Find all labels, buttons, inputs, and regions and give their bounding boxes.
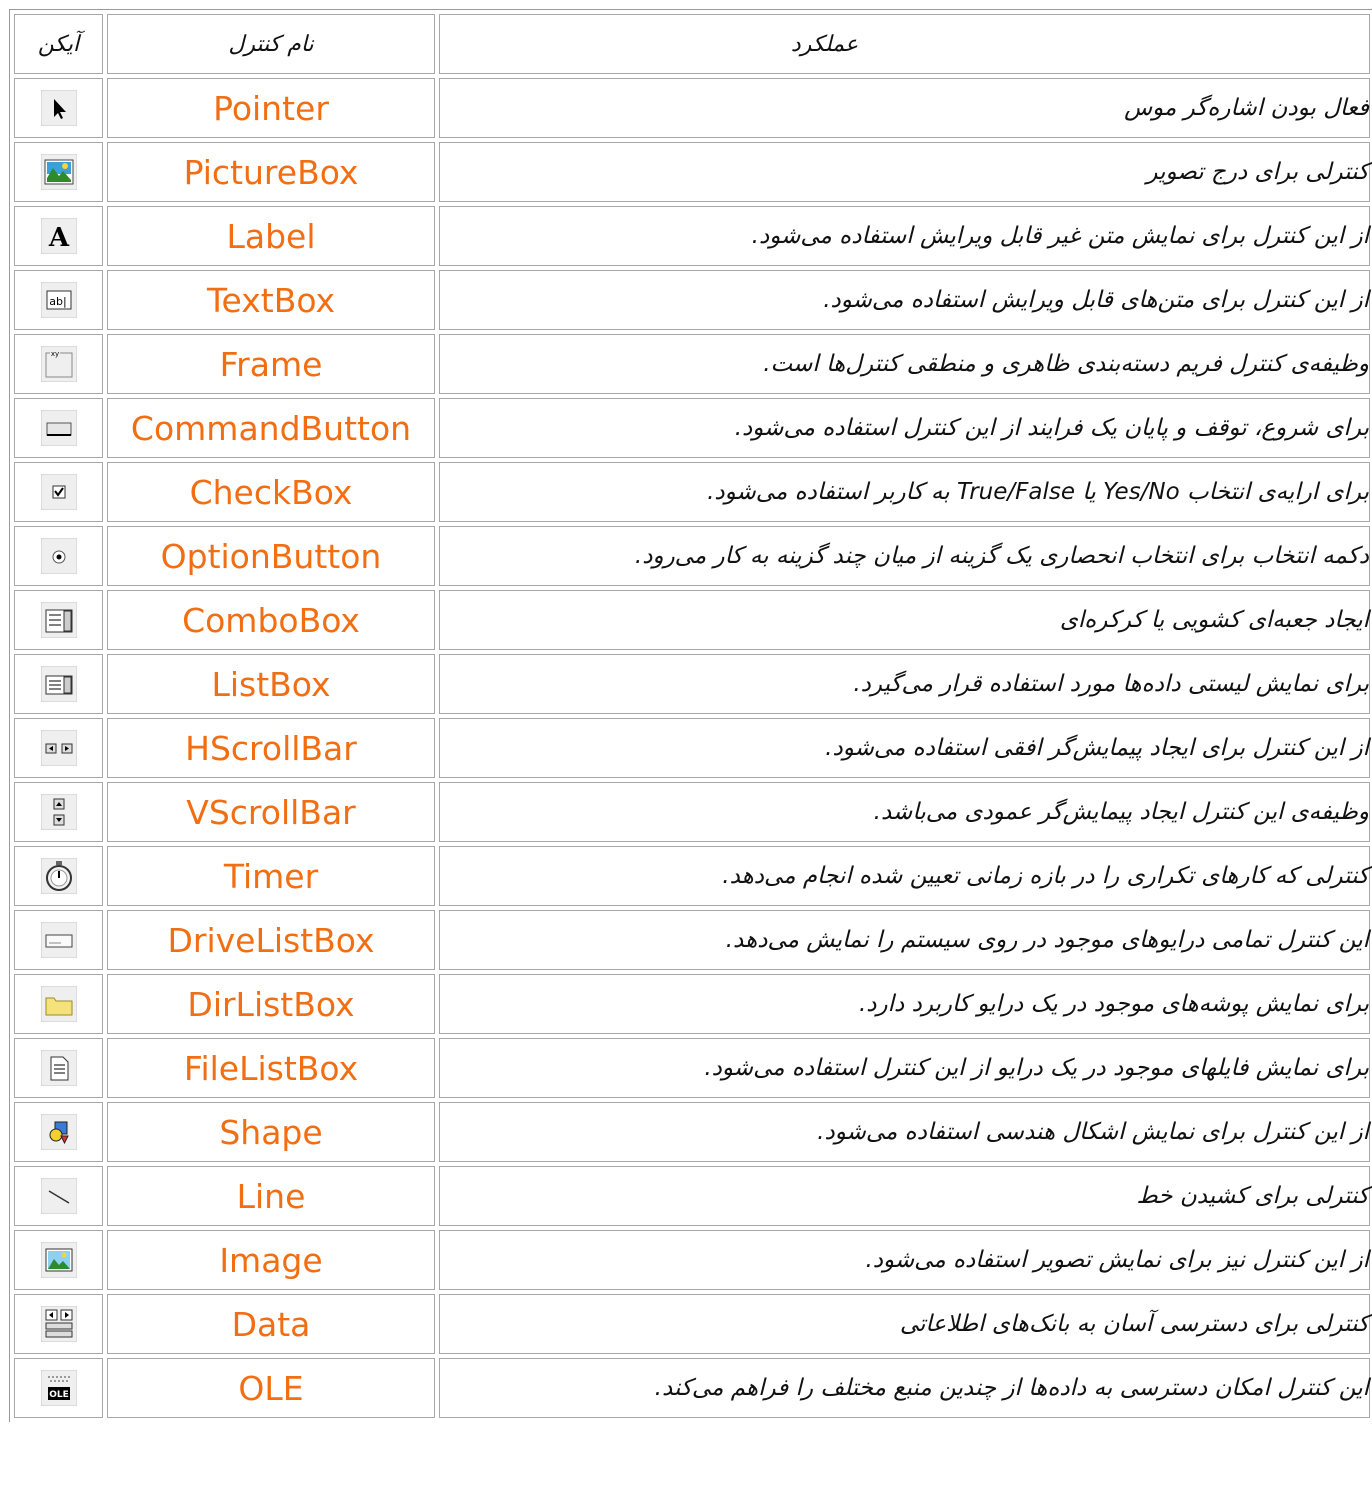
stopwatch-timer-icon (41, 858, 77, 894)
control-name: Shape (107, 1102, 435, 1162)
control-name: TextBox (107, 270, 435, 330)
control-name: Line (107, 1166, 435, 1226)
combobox-icon (41, 602, 77, 638)
shape-icon (41, 1114, 77, 1150)
control-name: DirListBox (107, 974, 435, 1034)
control-description: این کنترل تمامی درایوهای موجود در روی سیستم را نمایش می‌دهد. (439, 910, 1370, 970)
table-row (14, 1358, 1370, 1418)
hscrollbar-icon (41, 730, 77, 766)
data-control-icon (41, 1306, 77, 1342)
control-name: CheckBox (107, 462, 435, 522)
icon-cell (14, 142, 103, 202)
control-description: این کنترل امکان دسترسی به داده‌ها از چندین منبع مختلف را فراهم می‌کند. (439, 1358, 1370, 1418)
control-name: VScrollBar (107, 782, 435, 842)
control-description: کنترلی برای دسترسی آسان به بانک‌های اطلاعاتی (439, 1294, 1370, 1354)
icon-cell (14, 270, 103, 330)
table-row (14, 142, 1370, 202)
checkbox-icon (41, 474, 77, 510)
control-name: ListBox (107, 654, 435, 714)
option-button-icon (41, 538, 77, 574)
control-description: فعال بودن اشاره‌گر موس (439, 78, 1370, 138)
table-row (14, 1102, 1370, 1162)
control-name: HScrollBar (107, 718, 435, 778)
control-name: PictureBox (107, 142, 435, 202)
control-name: Pointer (107, 78, 435, 138)
control-name: OptionButton (107, 526, 435, 586)
control-description: ایجاد جعبه‌ای کشویی یا کرکره‌ای (439, 590, 1370, 650)
header-function: عملکرد (439, 14, 1370, 74)
icon-cell (14, 398, 103, 458)
table-row (14, 1038, 1370, 1098)
vscrollbar-icon (41, 794, 77, 830)
controls-table (9, 9, 1372, 1422)
header-name: نام کنترل (107, 14, 435, 74)
control-description: وظیفه‌ی کنترل فریم دسته‌بندی ظاهری و منطقی کنترل‌ها است. (439, 334, 1370, 394)
table-row (14, 398, 1370, 458)
control-description: از این کنترل برای متن‌های قابل ویرایش استفاده می‌شود. (439, 270, 1370, 330)
control-name: OLE (107, 1358, 435, 1418)
command-button-icon (41, 410, 77, 446)
control-name: Data (107, 1294, 435, 1354)
listbox-icon (41, 666, 77, 702)
icon-cell (14, 654, 103, 714)
control-description: دکمه انتخاب برای انتخاب انحصاری یک گزینه از میان چند گزینه به کار می‌رود. (439, 526, 1370, 586)
control-description: کنترلی برای درج تصویر (439, 142, 1370, 202)
control-name: ComboBox (107, 590, 435, 650)
image-icon (41, 1242, 77, 1278)
table-row (14, 526, 1370, 586)
table-row (14, 846, 1370, 906)
control-description: برای شروع، توقف و پایان یک فرایند از این کنترل استفاده می‌شود. (439, 398, 1370, 458)
table-row (14, 782, 1370, 842)
control-description: از این کنترل برای ایجاد پیمایش‌گر افقی استفاده می‌شود. (439, 718, 1370, 778)
icon-cell (14, 78, 103, 138)
icon-cell (14, 334, 103, 394)
svg-text:xy: xy (50, 350, 59, 358)
header-row (14, 14, 1370, 74)
icon-cell (14, 974, 103, 1034)
control-name: Label (107, 206, 435, 266)
table-row (14, 718, 1370, 778)
header-icon: آیکن (14, 14, 103, 74)
table-row (14, 654, 1370, 714)
control-description: کنترلی برای کشیدن خط (439, 1166, 1370, 1226)
control-description: از این کنترل برای نمایش اشکال هندسی استفاده می‌شود. (439, 1102, 1370, 1162)
pointer-arrow-icon (41, 90, 77, 126)
table-row (14, 590, 1370, 650)
table-body (14, 78, 1370, 1418)
control-name: Frame (107, 334, 435, 394)
icon-cell (14, 718, 103, 778)
control-description: وظیفه‌ی این کنترل ایجاد پیمایش‌گر عمودی می‌باشد. (439, 782, 1370, 842)
control-description: برای نمایش پوشه‌های موجود در یک درایو کاربرد دارد. (439, 974, 1370, 1034)
control-name: Timer (107, 846, 435, 906)
label-a-icon (41, 218, 77, 254)
icon-cell (14, 1102, 103, 1162)
control-name: CommandButton (107, 398, 435, 458)
icon-cell (14, 846, 103, 906)
table-row (14, 270, 1370, 330)
table-row (14, 206, 1370, 266)
icon-cell (14, 910, 103, 970)
icon-cell (14, 462, 103, 522)
table-row (14, 1230, 1370, 1290)
icon-cell (14, 1358, 103, 1418)
file-icon (41, 1050, 77, 1086)
folder-icon (41, 986, 77, 1022)
icon-cell (14, 590, 103, 650)
control-description: کنترلی که کارهای تکراری را در بازه زمانی تعیین شده انجام می‌دهد. (439, 846, 1370, 906)
control-name: DriveListBox (107, 910, 435, 970)
svg-text:OLE: OLE (48, 1390, 69, 1400)
control-description: برای نمایش فایلهای موجود در یک درایو از این کنترل استفاده می‌شود. (439, 1038, 1370, 1098)
table-row (14, 334, 1370, 394)
control-description: از این کنترل نیز برای نمایش تصویر استفاده می‌شود. (439, 1230, 1370, 1290)
table-row (14, 462, 1370, 522)
icon-cell (14, 1166, 103, 1226)
icon-cell (14, 206, 103, 266)
textbox-ab-icon (41, 282, 77, 318)
drive-icon (41, 922, 77, 958)
table-row (14, 78, 1370, 138)
picturebox-icon (41, 154, 77, 190)
control-description: برای ارایه‌ی انتخاب Yes/No یا True/False به کاربر استفاده می‌شود. (439, 462, 1370, 522)
ole-icon (41, 1370, 77, 1406)
frame-xy-icon (41, 346, 77, 382)
control-description: برای نمایش لیستی داده‌ها مورد استفاده قرار می‌گیرد. (439, 654, 1370, 714)
icon-cell (14, 1294, 103, 1354)
table-row (14, 1166, 1370, 1226)
control-name: Image (107, 1230, 435, 1290)
icon-cell (14, 1038, 103, 1098)
table-row (14, 1294, 1370, 1354)
table-row (14, 974, 1370, 1034)
icon-cell (14, 1230, 103, 1290)
line-icon (41, 1178, 77, 1214)
icon-cell (14, 782, 103, 842)
control-name: FileListBox (107, 1038, 435, 1098)
svg-text:A: A (48, 223, 69, 253)
control-description: از این کنترل برای نمایش متن غیر قابل ویرایش استفاده می‌شود. (439, 206, 1370, 266)
table-row (14, 910, 1370, 970)
icon-cell (14, 526, 103, 586)
svg-text:ab|: ab| (48, 295, 67, 308)
